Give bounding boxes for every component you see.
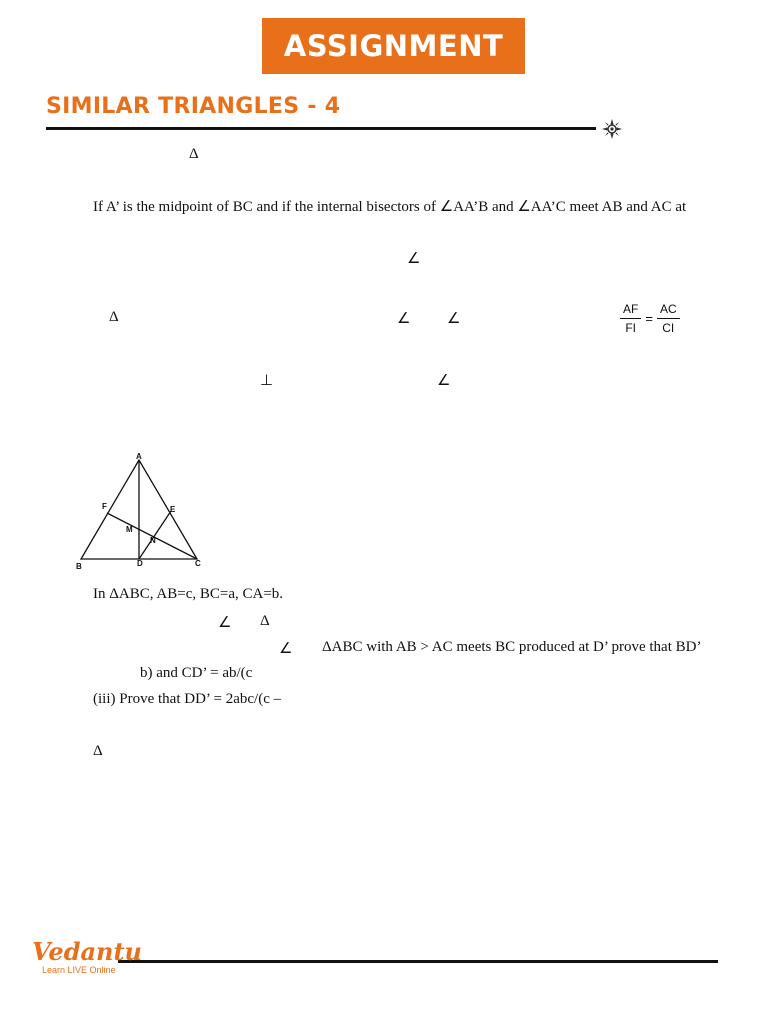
fraction-left-denominator: FI (625, 321, 636, 335)
text-line-4c: ∠ (447, 311, 461, 327)
label-f: F (102, 502, 107, 511)
text-line-2: If A’ is the midpoint of BC and if the internal bisectors of ∠AA’B and ∠AA’C meet AB and AC at (93, 199, 687, 215)
fraction-right-numerator: AC (659, 302, 677, 316)
text-line-5a: ⊥ (260, 373, 274, 389)
label-n: N (150, 536, 156, 545)
fraction-left (620, 302, 641, 335)
text-line-7b: Δ (260, 613, 270, 629)
label-d: D (137, 559, 143, 568)
text-line-10: (iii) Prove that DD’ = 2abc/(c – (93, 691, 282, 707)
footer-divider (118, 960, 718, 963)
vedantu-logo (32, 937, 143, 975)
fraction-right-denominator: CI (662, 321, 675, 335)
label-m: M (126, 525, 133, 534)
text-line-9: b) and CD’ = ab/(c (140, 665, 253, 681)
ornament-icon (600, 117, 624, 141)
segment-ed (139, 511, 171, 559)
text-line-7a: ∠ (218, 615, 232, 631)
text-line-11: Δ (93, 743, 103, 759)
assignment-banner: ASSIGNMENT (262, 18, 525, 74)
ratio-equation (620, 302, 680, 335)
text-line-1: Δ (189, 146, 199, 162)
text-line-8a: ∠ (279, 641, 293, 657)
page-title: SIMILAR TRIANGLES - 4 (46, 94, 341, 119)
text-line-8b: ΔABC with AB > AC meets BC produced at D’ prove that BD’ (322, 639, 702, 655)
label-b: B (76, 562, 82, 571)
fraction-left-numerator: AF (623, 302, 639, 316)
text-line-6: In ΔABC, AB=c, BC=a, CA=b. (93, 586, 284, 602)
label-e: E (170, 505, 176, 514)
equals-sign: = (645, 311, 653, 326)
logo-name: Vedantu (32, 937, 143, 966)
label-a: A (136, 452, 142, 461)
triangle-diagram (70, 448, 220, 573)
text-line-4a: Δ (109, 309, 119, 325)
logo-tagline: Learn LIVE Online (42, 965, 116, 975)
title-divider (46, 127, 596, 130)
fraction-right (657, 302, 680, 335)
label-c: C (195, 559, 201, 568)
text-line-5b: ∠ (437, 373, 451, 389)
text-line-3: ∠ (407, 251, 421, 267)
text-line-4b: ∠ (397, 311, 411, 327)
